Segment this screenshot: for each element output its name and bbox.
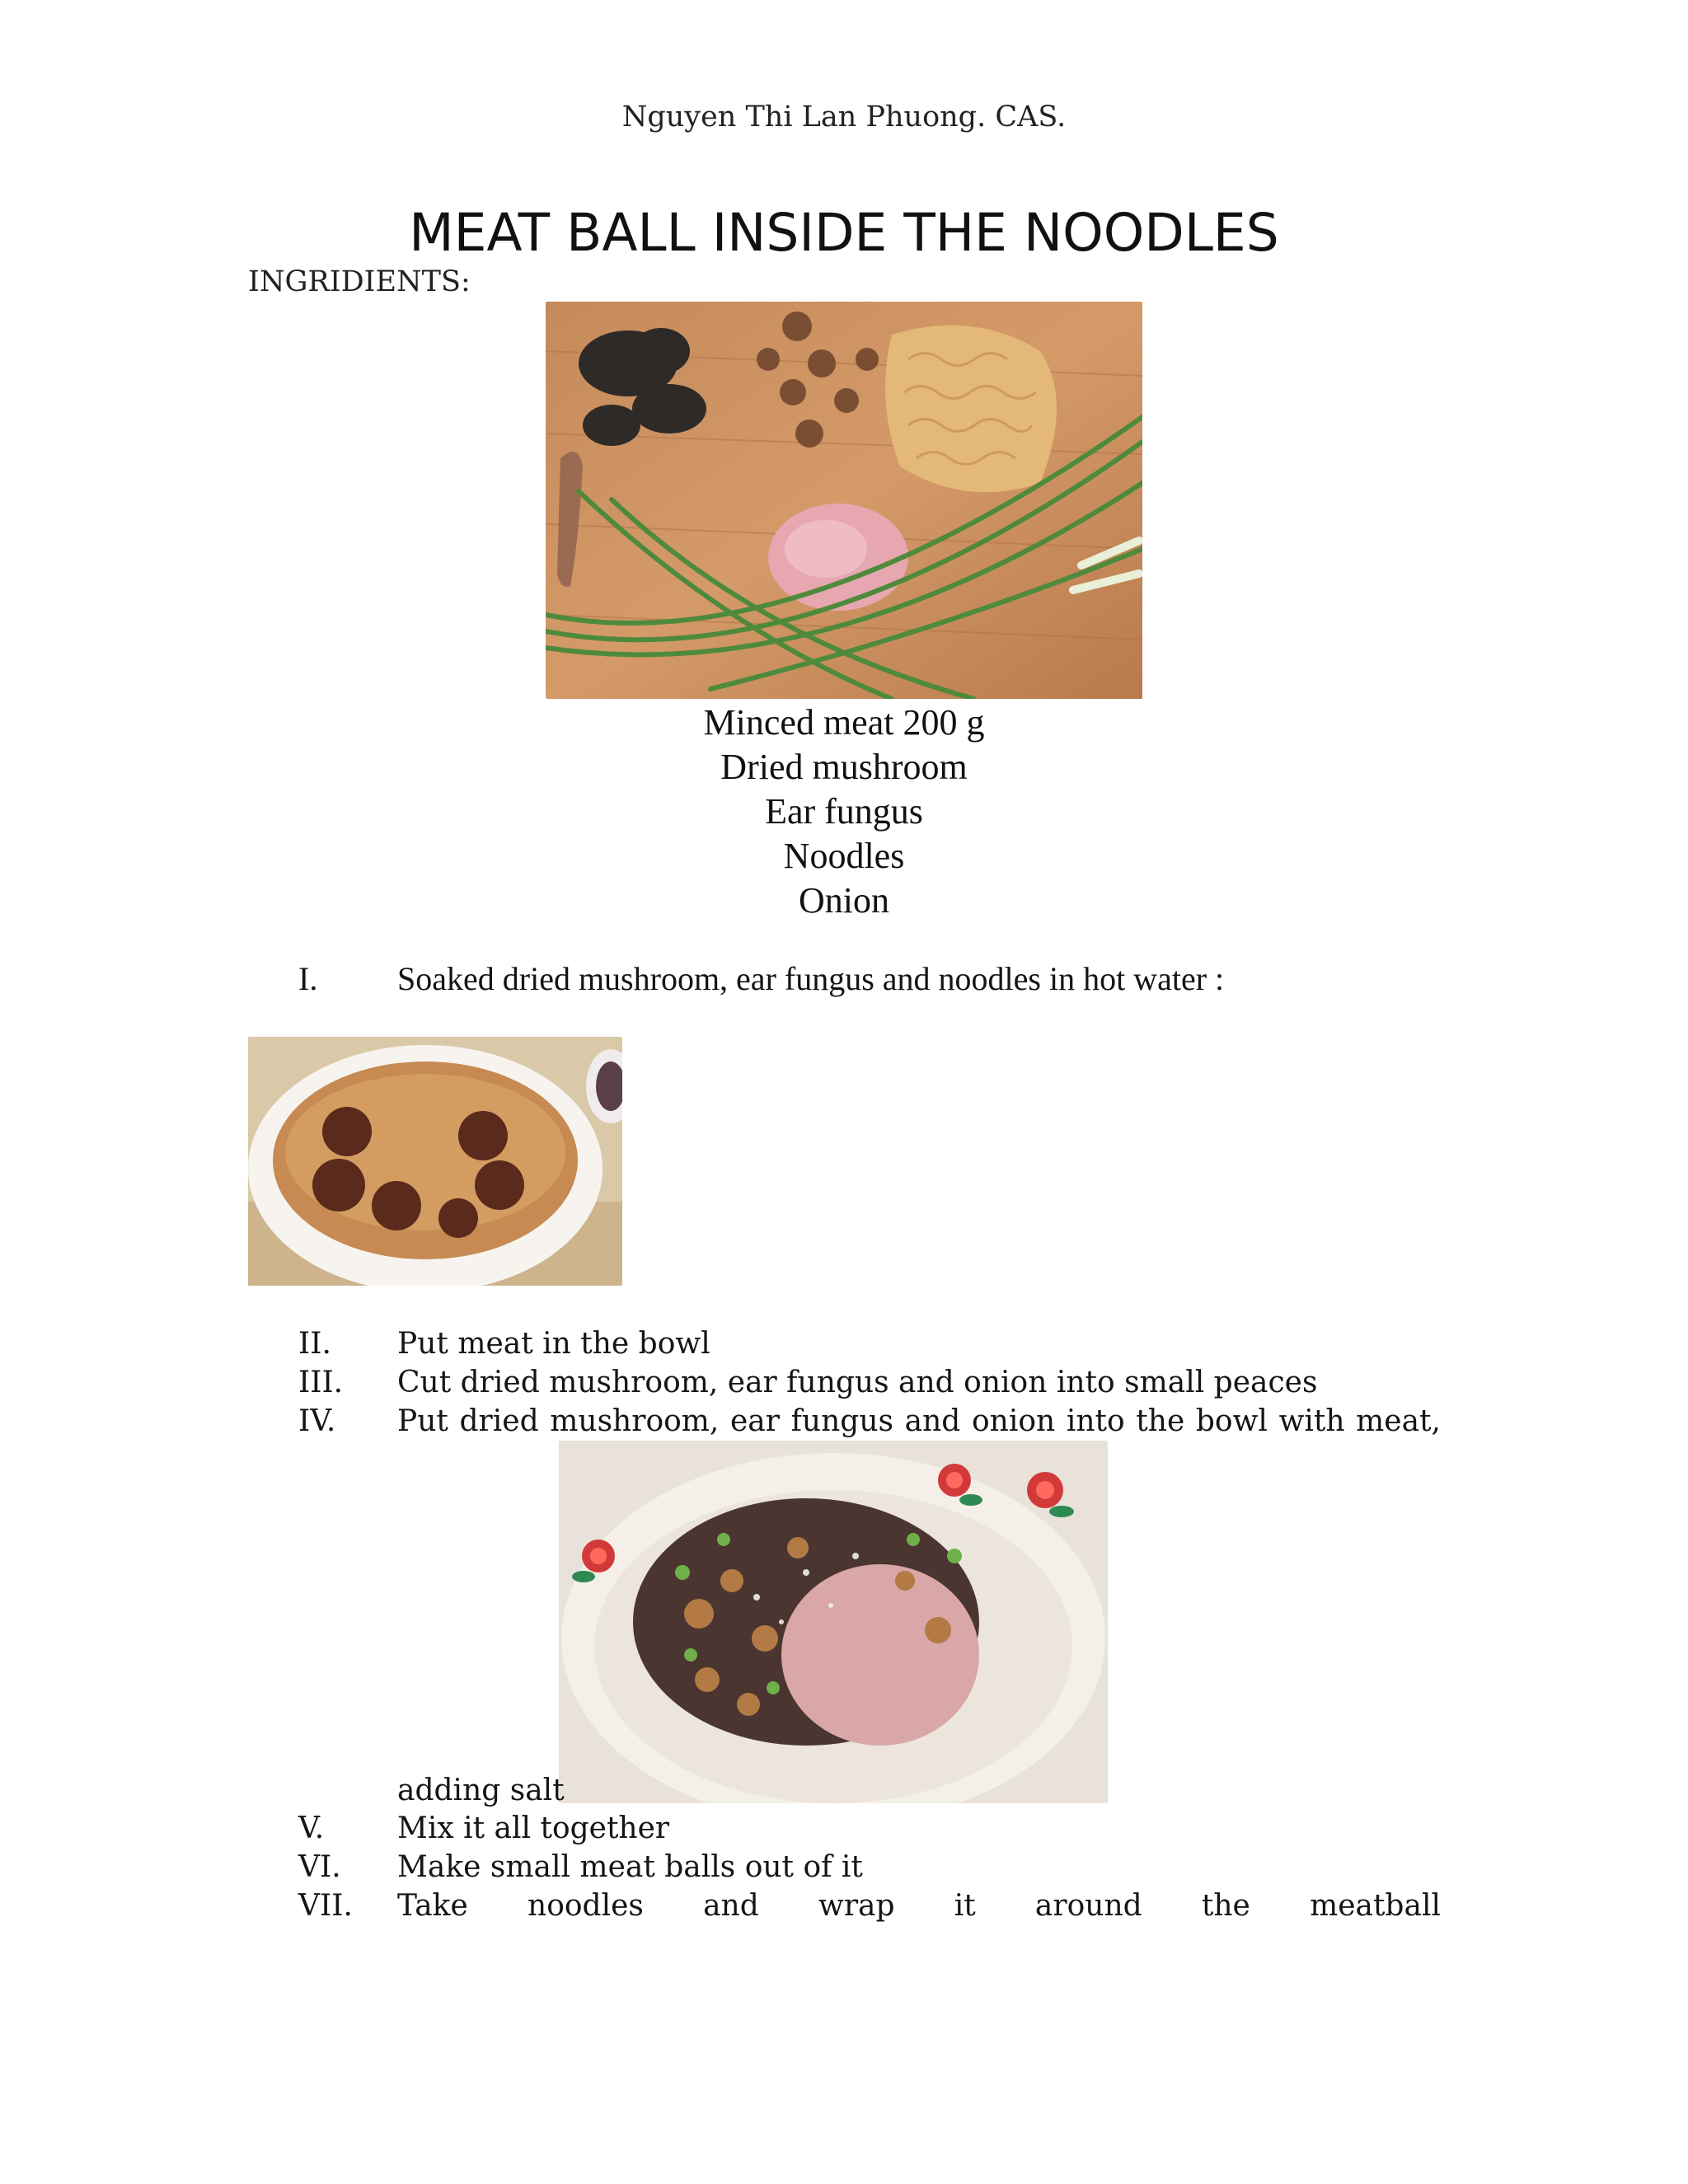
step-word: mushroom, bbox=[550, 1404, 720, 1438]
step-word: fungus bbox=[790, 1404, 894, 1438]
step-text: Cut dried mushroom, ear fungus and onion into small peaces bbox=[397, 1366, 1318, 1399]
author-header: Nguyen Thi Lan Phuong. CAS. bbox=[621, 101, 1067, 134]
step-number: II. bbox=[298, 1327, 331, 1361]
step-word: and bbox=[703, 1889, 759, 1923]
soaking-bowl-photo bbox=[248, 1037, 622, 1286]
ingredients-label: INGRIDIENTS: bbox=[248, 265, 471, 298]
ingredients-list bbox=[0, 701, 1688, 923]
step-1 bbox=[298, 959, 1441, 999]
step-word: and bbox=[904, 1404, 961, 1438]
step-text bbox=[397, 1889, 1441, 1923]
step-number: IV. bbox=[298, 1404, 336, 1438]
step-word: meatball bbox=[1310, 1889, 1441, 1923]
step-text: Make small meat balls out of it bbox=[397, 1850, 863, 1884]
step-text: Put meat in the bowl bbox=[397, 1327, 710, 1361]
step-word: with bbox=[1278, 1404, 1345, 1438]
ingredient-item: Minced meat 200 g bbox=[703, 702, 985, 743]
step-number: V. bbox=[298, 1811, 325, 1845]
step-word: bowl bbox=[1195, 1404, 1268, 1438]
step-word: the bbox=[1136, 1404, 1185, 1438]
step-text: Soaked dried mushroom, ear fungus and noodles in hot water : bbox=[397, 960, 1225, 997]
mixing-bowl-photo bbox=[559, 1441, 1108, 1803]
ingredient-item: Noodles bbox=[783, 836, 905, 876]
step-word: ear bbox=[730, 1404, 780, 1438]
ingredient-item: Ear fungus bbox=[765, 791, 923, 832]
ingredient-item: Onion bbox=[799, 880, 889, 921]
step-word: noodles bbox=[528, 1889, 644, 1923]
step-text: Mix it all together bbox=[397, 1811, 670, 1845]
step-3 bbox=[298, 1366, 1441, 1405]
step-text bbox=[397, 1404, 1441, 1438]
step-5 bbox=[298, 1811, 1441, 1851]
step-word: into bbox=[1066, 1404, 1125, 1438]
step-word: meat, bbox=[1356, 1404, 1441, 1438]
step-2 bbox=[298, 1327, 1441, 1366]
step-word: dried bbox=[459, 1404, 539, 1438]
recipe-title: MEAT BALL INSIDE THE NOODLES bbox=[409, 203, 1279, 263]
step-6 bbox=[298, 1850, 1441, 1890]
step-word: it bbox=[954, 1889, 976, 1923]
step-word: Take bbox=[397, 1889, 468, 1923]
step-4 bbox=[298, 1404, 1441, 1444]
step-number: VII. bbox=[298, 1889, 353, 1923]
step-number: III. bbox=[298, 1366, 344, 1399]
step-word: around bbox=[1034, 1889, 1142, 1923]
step-word: the bbox=[1201, 1889, 1250, 1923]
step-word: Put bbox=[397, 1404, 448, 1438]
step-number: I. bbox=[298, 960, 318, 997]
step-word: onion bbox=[971, 1404, 1056, 1438]
step-7 bbox=[298, 1889, 1441, 1929]
ingredients-photo bbox=[546, 302, 1142, 699]
step-number: VI. bbox=[298, 1850, 341, 1884]
step-word: wrap bbox=[818, 1889, 895, 1923]
ingredient-item: Dried mushroom bbox=[720, 747, 968, 787]
step-4-continuation: adding salt bbox=[397, 1774, 565, 1807]
